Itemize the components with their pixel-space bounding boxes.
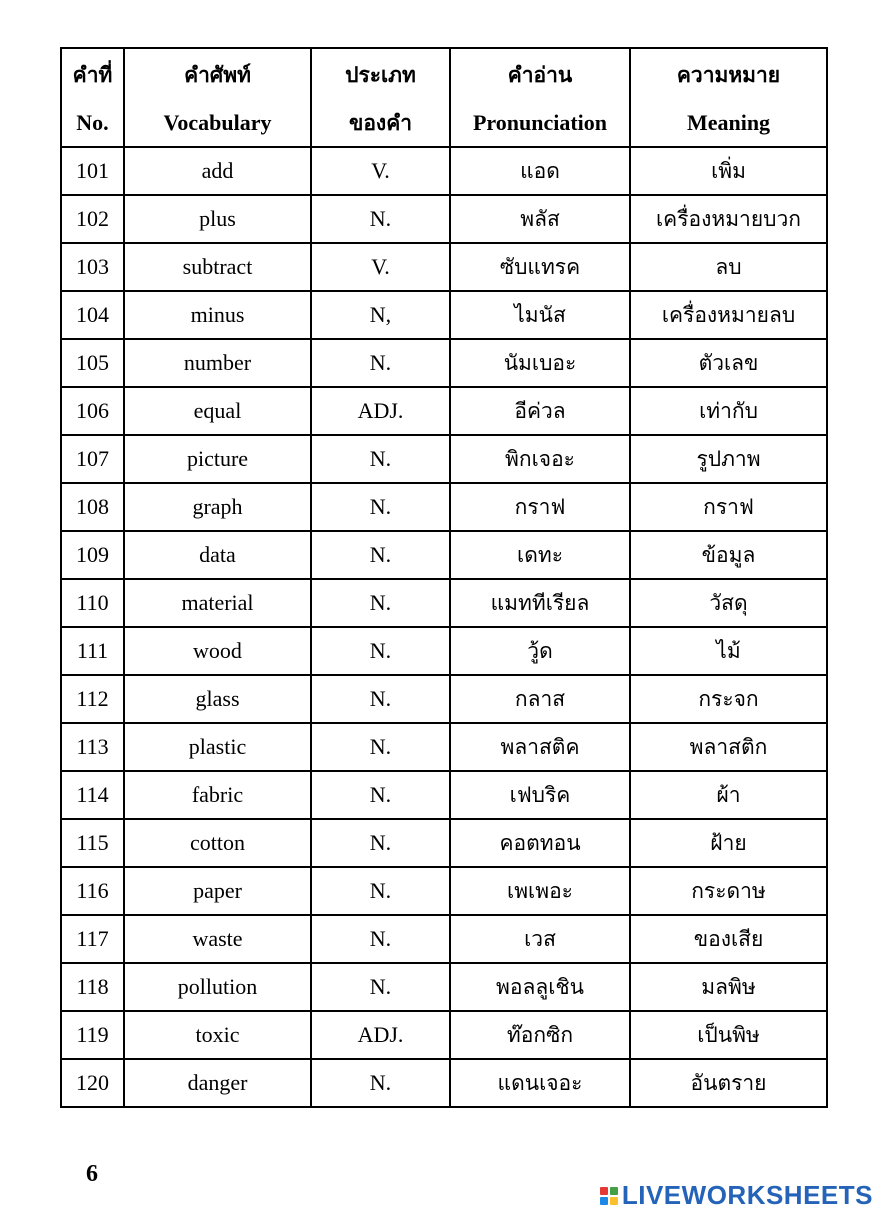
cell-meaning: ลบ [630, 243, 827, 291]
cell-vocabulary: waste [124, 915, 311, 963]
table-row [61, 147, 827, 195]
cell-meaning: เป็นพิษ [630, 1011, 827, 1059]
cell-pronunciation: เพเพอะ [450, 867, 630, 915]
cell-pronunciation: อีค่วล [450, 387, 630, 435]
cell-word-type: ADJ. [311, 387, 450, 435]
cell-word-type: N. [311, 1059, 450, 1107]
logo-block-red [600, 1187, 608, 1195]
cell-vocabulary: wood [124, 627, 311, 675]
liveworksheets-wordmark: LIVEWORKSHEETS [621, 1180, 873, 1210]
header-word-type-thai: ประเภท [345, 62, 416, 87]
cell-pronunciation: แอด [450, 147, 630, 195]
cell-pronunciation: คอตทอน [450, 819, 630, 867]
vocabulary-table [60, 47, 828, 1108]
cell-meaning: ข้อมูล [630, 531, 827, 579]
cell-number: 106 [61, 387, 124, 435]
cell-vocabulary: danger [124, 1059, 311, 1107]
header-meaning-eng: Meaning [686, 109, 771, 135]
cell-number: 119 [61, 1011, 124, 1059]
table-row [61, 531, 827, 579]
cell-number: 108 [61, 483, 124, 531]
cell-word-type: N. [311, 483, 450, 531]
cell-vocabulary: material [124, 579, 311, 627]
cell-vocabulary: equal [124, 387, 311, 435]
liveworksheets-logo[interactable] [600, 1180, 873, 1211]
cell-meaning: อันตราย [630, 1059, 827, 1107]
cell-meaning: เท่ากับ [630, 387, 827, 435]
cell-number: 101 [61, 147, 124, 195]
cell-vocabulary: cotton [124, 819, 311, 867]
cell-meaning: ไม้ [630, 627, 827, 675]
header-pronunciation [450, 48, 630, 147]
cell-number: 104 [61, 291, 124, 339]
cell-vocabulary: pollution [124, 963, 311, 1011]
cell-pronunciation: ท๊อกซิก [450, 1011, 630, 1059]
table-row [61, 483, 827, 531]
header-word-type-sub: ของคำ [348, 110, 413, 135]
header-number-thai: คำที่ [72, 62, 113, 87]
cell-meaning: ตัวเลข [630, 339, 827, 387]
logo-block-blue [600, 1197, 608, 1205]
cell-word-type: N. [311, 435, 450, 483]
cell-meaning: วัสดุ [630, 579, 827, 627]
header-vocabulary-thai: คำศัพท์ [184, 62, 251, 87]
liveworksheets-icon [600, 1187, 618, 1205]
cell-meaning: มลพิษ [630, 963, 827, 1011]
logo-block-yellow [610, 1197, 618, 1205]
table-row [61, 579, 827, 627]
cell-pronunciation: แมททีเรียล [450, 579, 630, 627]
cell-meaning: เพิ่ม [630, 147, 827, 195]
cell-pronunciation: พลัส [450, 195, 630, 243]
cell-meaning: กราฟ [630, 483, 827, 531]
page-number: 6 [86, 1161, 98, 1187]
table-row [61, 243, 827, 291]
cell-number: 109 [61, 531, 124, 579]
table-row [61, 627, 827, 675]
cell-number: 103 [61, 243, 124, 291]
cell-pronunciation: พิกเจอะ [450, 435, 630, 483]
table-row [61, 867, 827, 915]
cell-pronunciation: เวส [450, 915, 630, 963]
cell-number: 115 [61, 819, 124, 867]
cell-pronunciation: นัมเบอะ [450, 339, 630, 387]
cell-vocabulary: plastic [124, 723, 311, 771]
cell-pronunciation: แดนเจอะ [450, 1059, 630, 1107]
cell-number: 110 [61, 579, 124, 627]
cell-number: 118 [61, 963, 124, 1011]
cell-word-type: N. [311, 771, 450, 819]
cell-pronunciation: พอลลูเชิน [450, 963, 630, 1011]
cell-meaning: ผ้า [630, 771, 827, 819]
cell-meaning: พลาสติก [630, 723, 827, 771]
cell-number: 116 [61, 867, 124, 915]
cell-pronunciation: ไมนัส [450, 291, 630, 339]
header-vocabulary-eng: Vocabulary [163, 109, 272, 135]
cell-pronunciation: กราฟ [450, 483, 630, 531]
table-row [61, 291, 827, 339]
table-row [61, 675, 827, 723]
cell-number: 113 [61, 723, 124, 771]
cell-word-type: N. [311, 867, 450, 915]
cell-vocabulary: plus [124, 195, 311, 243]
header-vocabulary [124, 48, 311, 147]
cell-word-type: V. [311, 243, 450, 291]
cell-word-type: N. [311, 915, 450, 963]
cell-number: 107 [61, 435, 124, 483]
header-pronunciation-thai: คำอ่าน [507, 62, 573, 87]
cell-vocabulary: subtract [124, 243, 311, 291]
table-row [61, 1059, 827, 1107]
cell-pronunciation: วู้ด [450, 627, 630, 675]
cell-meaning: กระจก [630, 675, 827, 723]
cell-word-type: N. [311, 819, 450, 867]
cell-word-type: N. [311, 531, 450, 579]
cell-vocabulary: glass [124, 675, 311, 723]
header-meaning-thai: ความหมาย [676, 62, 781, 87]
cell-meaning: กระดาษ [630, 867, 827, 915]
cell-meaning: เครื่องหมายลบ [630, 291, 827, 339]
cell-vocabulary: picture [124, 435, 311, 483]
cell-word-type: N. [311, 723, 450, 771]
table-row [61, 915, 827, 963]
cell-vocabulary: minus [124, 291, 311, 339]
table-row [61, 723, 827, 771]
cell-number: 102 [61, 195, 124, 243]
cell-word-type: N. [311, 579, 450, 627]
cell-number: 114 [61, 771, 124, 819]
cell-pronunciation: กลาส [450, 675, 630, 723]
table-header-row [61, 48, 827, 147]
cell-vocabulary: number [124, 339, 311, 387]
cell-pronunciation: ซับแทรค [450, 243, 630, 291]
cell-number: 112 [61, 675, 124, 723]
header-word-type [311, 48, 450, 147]
cell-vocabulary: graph [124, 483, 311, 531]
cell-number: 120 [61, 1059, 124, 1107]
logo-block-green [610, 1187, 618, 1195]
cell-meaning: ฝ้าย [630, 819, 827, 867]
table-row [61, 963, 827, 1011]
cell-word-type: N. [311, 627, 450, 675]
cell-word-type: N. [311, 195, 450, 243]
cell-meaning: เครื่องหมายบวก [630, 195, 827, 243]
cell-vocabulary: add [124, 147, 311, 195]
table-row [61, 339, 827, 387]
table-row [61, 819, 827, 867]
cell-word-type: N. [311, 675, 450, 723]
cell-word-type: N, [311, 291, 450, 339]
header-meaning [630, 48, 827, 147]
cell-number: 105 [61, 339, 124, 387]
cell-pronunciation: พลาสติค [450, 723, 630, 771]
table-row [61, 435, 827, 483]
cell-vocabulary: fabric [124, 771, 311, 819]
cell-pronunciation: เฟบริค [450, 771, 630, 819]
cell-vocabulary: toxic [124, 1011, 311, 1059]
header-pronunciation-eng: Pronunciation [472, 109, 608, 135]
table-row [61, 195, 827, 243]
cell-number: 117 [61, 915, 124, 963]
header-number [61, 48, 124, 147]
cell-vocabulary: data [124, 531, 311, 579]
cell-pronunciation: เดทะ [450, 531, 630, 579]
table-row [61, 1011, 827, 1059]
cell-number: 111 [61, 627, 124, 675]
cell-word-type: N. [311, 963, 450, 1011]
header-number-eng: No. [76, 109, 109, 135]
table-row [61, 387, 827, 435]
cell-word-type: V. [311, 147, 450, 195]
cell-word-type: ADJ. [311, 1011, 450, 1059]
cell-meaning: ของเสีย [630, 915, 827, 963]
cell-vocabulary: paper [124, 867, 311, 915]
cell-word-type: N. [311, 339, 450, 387]
cell-meaning: รูปภาพ [630, 435, 827, 483]
table-row [61, 771, 827, 819]
